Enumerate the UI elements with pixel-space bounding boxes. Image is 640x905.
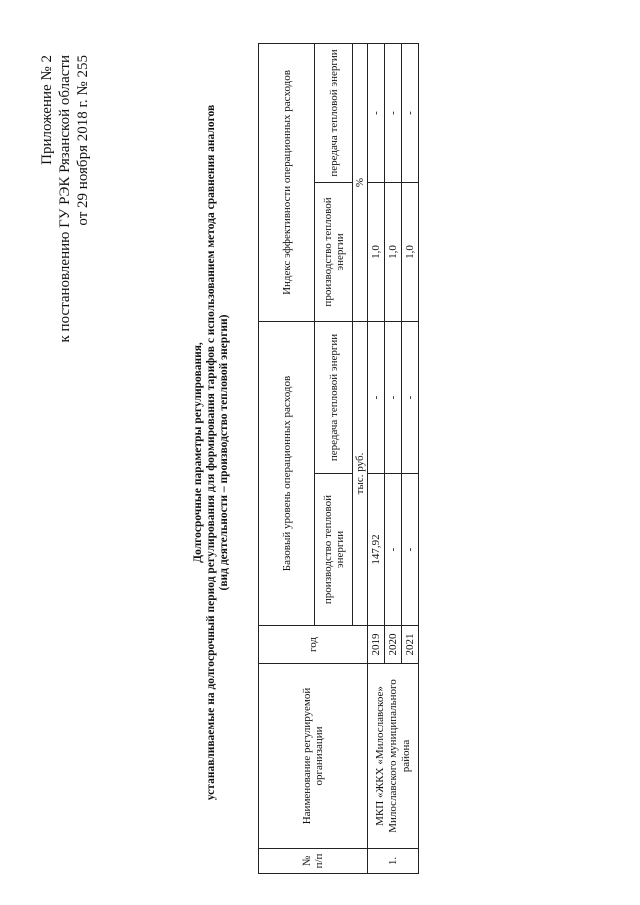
header-base-production: производство тепловой энергии (315, 474, 353, 626)
organization-name: МКП «ЖКХ «Милославское» Милославского муниципального района (368, 664, 419, 849)
year-cell: 2020 (385, 626, 402, 664)
base-production-cell: - (402, 474, 419, 626)
resolution-date: от 29 ноября 2018 г. № 255 (75, 55, 91, 226)
index-production-cell: 1,0 (368, 182, 385, 321)
header-year: год (259, 626, 368, 664)
base-transfer-cell: - (385, 321, 402, 473)
organization-number: 1. (368, 849, 419, 874)
base-production-cell: - (385, 474, 402, 626)
index-transfer-cell: - (385, 43, 402, 182)
title-line-2: устанавливаемые на долгосрочный период регулирования для формирования тарифов с использованием метода сравнения аналогов (205, 104, 217, 801)
table-row (368, 43, 385, 873)
year-cell: 2019 (368, 626, 385, 664)
document-title (192, 0, 231, 905)
base-transfer-cell: - (368, 321, 385, 473)
header-index-production: производство тепловой энергии (315, 182, 353, 321)
index-transfer-cell: - (402, 43, 419, 182)
base-transfer-cell: - (402, 321, 419, 473)
appendix-number: Приложение № 2 (39, 55, 55, 165)
approval-block (38, 55, 92, 342)
header-base-transfer: передача тепловой энергии (315, 321, 353, 473)
title-line-3: (вид деятельности – производство тепловой энергии) (218, 314, 230, 591)
header-index-transfer: передача тепловой энергии (315, 43, 353, 182)
header-base-level: Базовый уровень операционных расходов (259, 321, 315, 625)
index-production-cell: 1,0 (385, 182, 402, 321)
index-transfer-cell: - (368, 43, 385, 182)
unit-percent: % (353, 43, 368, 321)
base-production-cell: 147,92 (368, 474, 385, 626)
parameters-table (258, 43, 419, 874)
header-efficiency-index: Индекс эффективности операционных расходов (259, 43, 315, 321)
title-line-1: Долгосрочные параметры регулирования, (192, 342, 204, 563)
year-cell: 2021 (402, 626, 419, 664)
unit-thousand-rub: тыс. руб. (353, 321, 368, 625)
resolution-reference: к постановлению ГУ РЭК Рязанской области (57, 55, 73, 343)
header-num: № п/п (259, 849, 368, 874)
header-organization: Наименование регулируемой организации (259, 664, 368, 849)
index-production-cell: 1,0 (402, 182, 419, 321)
